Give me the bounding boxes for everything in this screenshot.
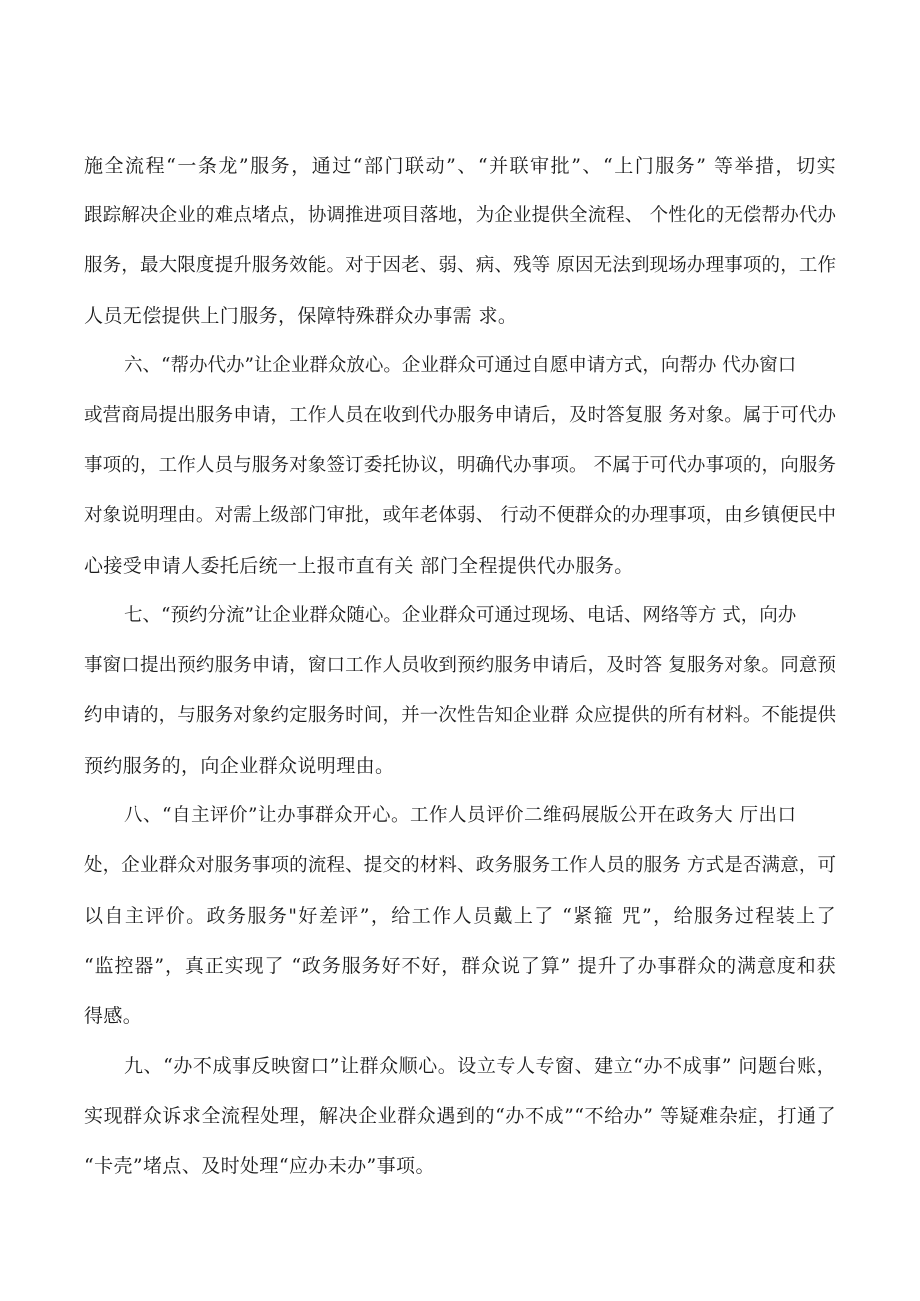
text-line: 或营商局提出服务申请，工作人员在收到代办服务申请后，及时答复服 务对象。属于可代办	[84, 405, 836, 426]
text-line: 心接受申请人委托后统一上报市直有关 部门全程提供代办服务。	[84, 555, 634, 577]
text-line: 人员无偿提供上门服务，保障特殊群众办事需 求。	[84, 305, 518, 327]
text-line: 跟踪解决企业的难点堵点，协调推进项目落地，为企业提供全流程、 个性化的无偿帮办代办	[84, 205, 836, 226]
text-line: 实现群众诉求全流程处理，解决企业群众遇到的“办不成”“不给办” 等疑难杂症，打通了	[84, 1105, 836, 1127]
text-line: 处，企业群众对服务事项的流程、提交的材料、政务服务工作人员的服务 方式是否满意，可	[84, 855, 836, 876]
text-line: 得感。	[84, 1005, 143, 1027]
paragraph-first-line: 六、“帮办代办”让企业群众放心。企业群众可通过自愿申请方式，向帮办 代办窗口	[124, 355, 797, 376]
text-line: “监控器”，真正实现了 “政务服务好不好，群众说了算” 提升了办事群众的满意度和获	[84, 955, 836, 977]
paragraph-first-line: 七、“预约分流”让企业群众随心。企业群众可通过现场、电话、网络等方 式，向办	[124, 605, 797, 626]
text-line: 以自主评价。政务服务"好差评”，给工作人员戴上了 “紧箍 咒”，给服务过程装上了	[84, 905, 836, 927]
text-line: 事项的，工作人员与服务对象签订委托协议，明确代办事项。 不属于可代办事项的，向服务	[84, 455, 836, 476]
text-line: “卡壳”堵点、及时处理“应办未办”事项。	[84, 1155, 435, 1177]
text-line: 对象说明理由。对需上级部门审批，或年老体弱、 行动不便群众的办理事项，由乡镇便民中	[84, 505, 836, 526]
text-line: 事窗口提出预约服务申请，窗口工作人员收到预约服务申请后，及时答 复服务对象。同意预	[84, 655, 836, 676]
paragraph-first-line: 八、“自主评价”让办事群众开心。工作人员评价二维码展版公开在政务大 厅出口	[124, 805, 796, 826]
text-line: 约申请的，与服务对象约定服务时间，并一次性告知企业群 众应提供的所有材料。不能提供	[84, 705, 836, 726]
text-line: 服务，最大限度提升服务效能。对于因老、弱、病、残等 原因无法到现场办理事项的，工作	[84, 255, 836, 276]
text-line: 施全流程“一条龙”服务，通过“部门联动”、“并联审批”、“上门服务” 等举措，切实	[84, 155, 836, 177]
paragraph-first-line: 九、“办不成事反映窗口”让群众顺心。设立专人专窗、建立“办不成事” 问题台账，	[124, 1055, 836, 1077]
text-line: 预约服务的，向企业群众说明理由。	[84, 755, 395, 777]
